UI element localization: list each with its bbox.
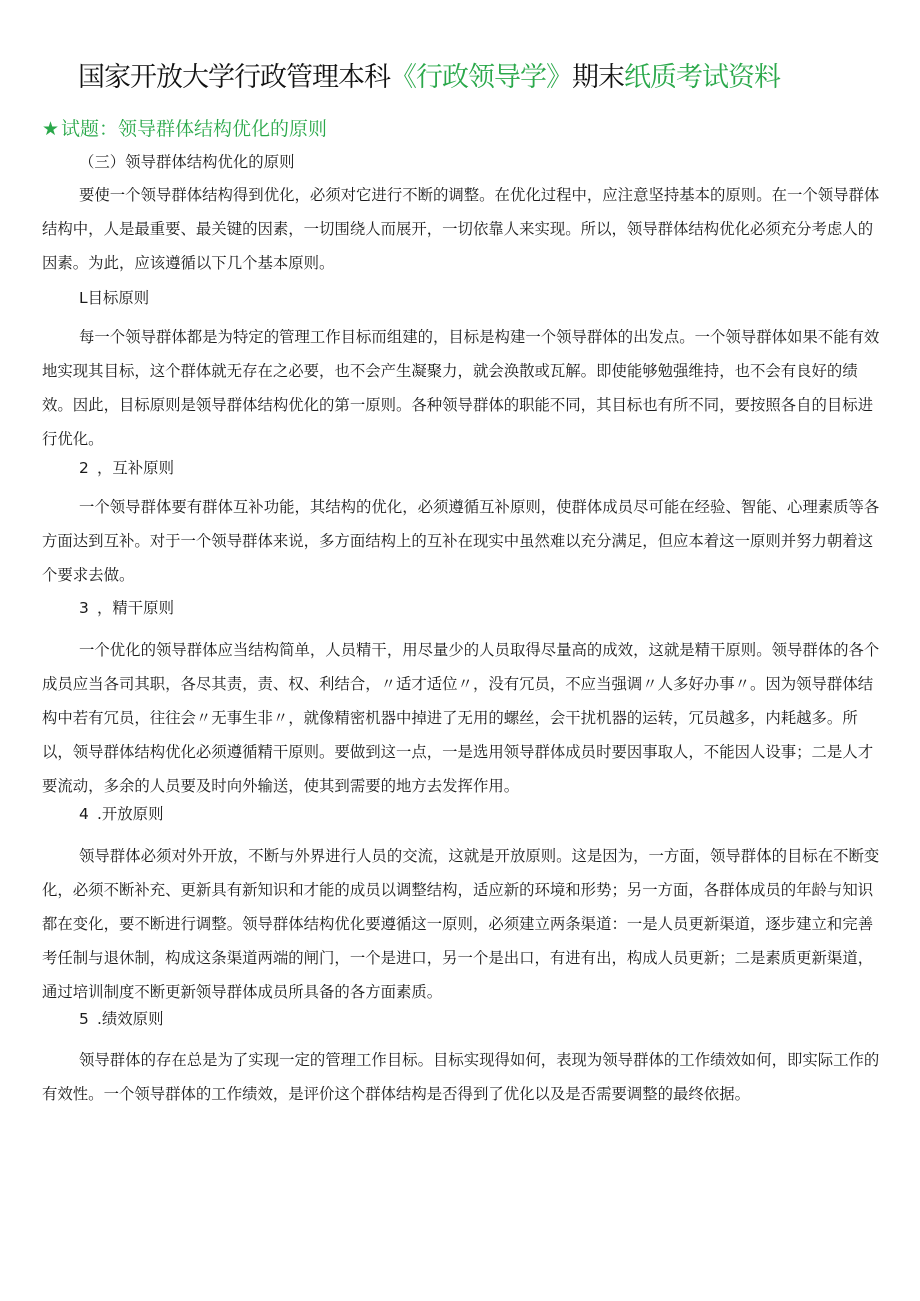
- principle-number: 5: [79, 1010, 89, 1028]
- principle-body-5: 领导群体的存在总是为了实现一定的管理工作目标。目标实现得如何，表现为领导群体的工作绩效如何，即实际工作的有效性。一个领导群体的工作绩效，是评价这个群体结构是否得到了优化以及是否需要调整的最终依据。: [42, 1051, 880, 1103]
- principle-title: ，精干原则: [97, 599, 174, 617]
- principle-title: .开放原则: [97, 805, 164, 823]
- principle-body-2: 一个领导群体要有群体互补功能，其结构的优化，必须遵循互补原则，使群体成员尽可能在经验、智能、心理素质等各方面达到互补。对于一个领导群体来说，多方面结构上的互补在现实中虽然难以充分满足，但应本着这一原则并努力朝着这个要求去做。: [42, 498, 880, 584]
- intro-paragraph: 要使一个领导群体结构得到优化，必须对它进行不断的调整。在优化过程中，应注意坚持基本的原则。在一个领导群体结构中，人是最重要、最关键的因素，一切围绕人而展开，一切依靠人来实现。所以，领导群体结构优化必须充分考虑人的因素。为此，应该遵循以下几个基本原则。: [42, 186, 880, 272]
- title-part-school: 国家开放大学行政管理本科: [78, 62, 390, 93]
- principle-heading-2: [79, 453, 174, 483]
- principle-body-1: 每一个领导群体都是为特定的管理工作目标而组建的，目标是构建一个领导群体的出发点。一个领导群体如果不能有效地实现其目标，这个群体就无存在之必要，也不会产生凝聚力，就会涣散或瓦解。即使能够勉强维持，也不会有良好的绩效。因此，目标原则是领导群体结构优化的第一原则。各种领导群体的职能不同，其目标也有所不同，要按照各自的目标进行优化。: [42, 328, 880, 448]
- principle-number: 4: [79, 805, 89, 823]
- principle-title: 目标原则: [87, 289, 150, 307]
- principle-body-4: 领导群体必须对外开放，不断与外界进行人员的交流，这就是开放原则。这是因为，一方面，领导群体的目标在不断变化，必须不断补充、更新具有新知识和才能的成员以调整结构，适应新的环境和形势；另一方面，各群体成员的年龄与知识都在变化，要不断进行调整。领导群体结构优化要遵循这一原则，必须建立两条渠道：一是人员更新渠道，逐步建立和完善考任制与退休制，构成这条渠道两端的闸门，一个是进口，另一个是出口，有进有出，构成人员更新；二是素质更新渠道，通过培训制度不断更新领导群体成员所具备的各方面素质。: [42, 847, 880, 1001]
- principle-heading-1: [79, 283, 149, 313]
- title-part-material: 纸质考试资料: [624, 62, 780, 93]
- principle-body-3: 一个优化的领导群体应当结构简单，人员精干，用尽量少的人员取得尽量高的成效，这就是精干原则。领导群体的各个成员应当各司其职，各尽其责，责、权、利结合，〃适才适位〃，没有冗员，不应当强调〃人多好办事〃。因为领导群体结构中若有冗员，往往会〃无事生非〃，就像精密机器中掉进了无用的螺丝，会干扰机器的运转，冗员越多，内耗越多。所以，领导群体结构优化必须遵循精干原则。要做到这一点，一是选用领导群体成员时要因事取人，不能因人设事；二是人才要流动，多余的人员要及时向外输送，使其到需要的地方去发挥作用。: [42, 641, 880, 795]
- title-part-course: 《行政领导学》: [390, 62, 572, 93]
- page-title: [78, 58, 878, 98]
- principle-number: 3: [79, 599, 89, 617]
- question-heading: [42, 115, 327, 143]
- principle-title: .绩效原则: [97, 1010, 164, 1028]
- principle-heading-5: [79, 1004, 163, 1034]
- principle-heading-4: [79, 799, 163, 829]
- star-icon: ★: [42, 118, 60, 140]
- principle-number: 2: [79, 459, 89, 477]
- title-part-term: 期末: [572, 62, 624, 93]
- section-heading: （三）领导群体结构优化的原则: [79, 153, 295, 171]
- principle-number: L: [79, 289, 88, 307]
- principle-title: ，互补原则: [97, 459, 174, 477]
- principle-heading-3: [79, 593, 174, 623]
- question-label: 试题：领导群体结构优化的原则: [61, 118, 328, 140]
